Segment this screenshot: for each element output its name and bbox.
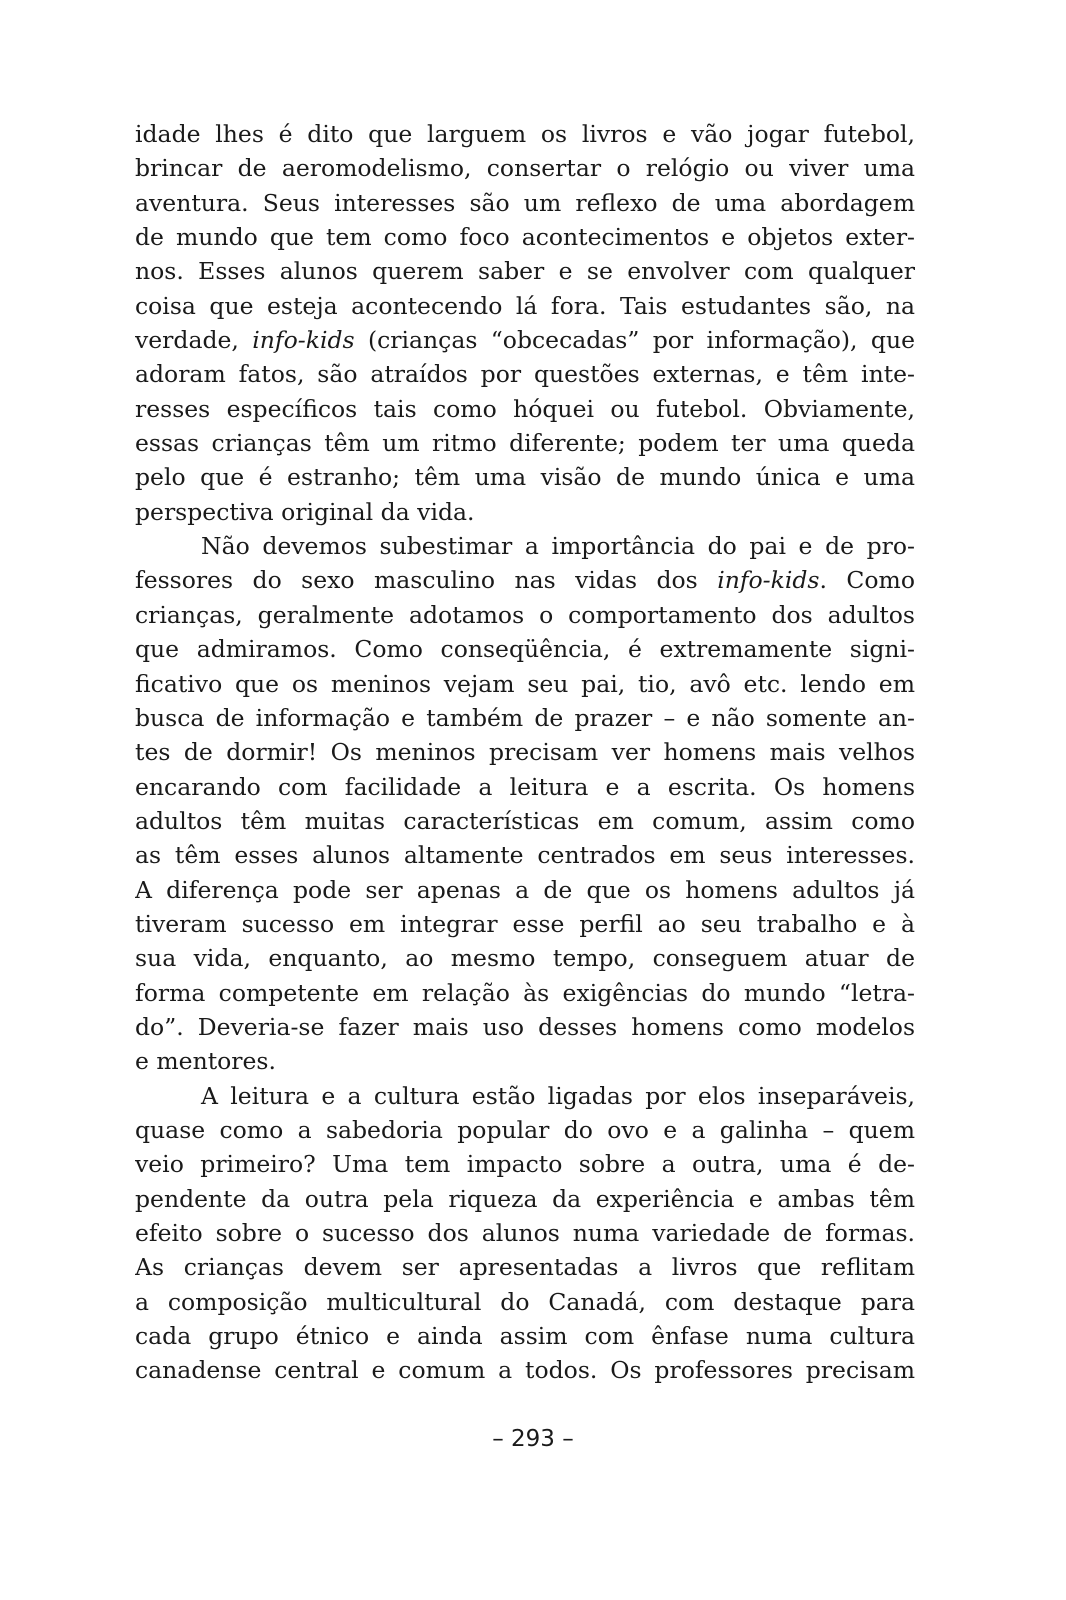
text-line	[135, 323, 915, 357]
text-line	[135, 1113, 915, 1147]
text-run: ficativo que os meninos vejam seu pai, tio, avô etc. lendo em	[135, 669, 915, 698]
text-line	[135, 1147, 915, 1181]
italic-term: info-kids	[717, 566, 820, 595]
text-run: pendente da outra pela riqueza da experiência e ambas têm	[135, 1184, 915, 1213]
text-run: tes de dormir! Os meninos precisam ver homens mais velhos	[135, 738, 915, 767]
text-run: busca de informação e também de prazer – e não somente an-	[135, 703, 915, 732]
text-line	[135, 701, 915, 735]
text-line	[135, 1182, 915, 1216]
text-run: . Como	[819, 566, 915, 595]
text-run: perspectiva original da vida.	[135, 497, 475, 526]
text-run: tiveram sucesso em integrar esse perfil ao seu trabalho e à	[135, 909, 915, 938]
text-run: (crianças “obcecadas” por informação), que	[354, 326, 915, 355]
paragraph	[135, 117, 915, 529]
text-run: as têm esses alunos altamente centrados em seus interesses.	[135, 841, 915, 870]
text-line	[135, 1319, 915, 1353]
text-run: e mentores.	[135, 1047, 276, 1076]
text-line	[135, 495, 915, 529]
text-line	[135, 357, 915, 391]
text-run: quase como a sabedoria popular do ovo e a galinha – quem	[135, 1115, 915, 1144]
text-run: pelo que é estranho; têm uma visão de mundo única e uma	[135, 463, 915, 492]
text-run: que admiramos. Como conseqüência, é extremamente signi-	[135, 635, 915, 664]
text-run: coisa que esteja acontecendo lá fora. Tais estudantes são, na	[135, 291, 915, 320]
text-run: As crianças devem ser apresentadas a livros que reflitam	[135, 1253, 915, 1282]
page-body	[135, 117, 915, 1388]
text-line	[135, 873, 915, 907]
text-line	[135, 838, 915, 872]
text-line	[135, 460, 915, 494]
text-run: crianças, geralmente adotamos o comportamento dos adultos	[135, 600, 915, 629]
text-line	[135, 1250, 915, 1284]
text-run: forma competente em relação às exigências do mundo “letra-	[135, 978, 915, 1007]
text-line	[135, 1044, 915, 1078]
text-line	[135, 770, 915, 804]
text-run: A leitura e a cultura estão ligadas por elos inseparáveis,	[201, 1081, 915, 1110]
text-run: verdade,	[135, 326, 253, 355]
text-line	[135, 804, 915, 838]
text-run: resses específicos tais como hóquei ou futebol. Obviamente,	[135, 394, 915, 423]
text-line	[135, 976, 915, 1010]
text-run: aventura. Seus interesses são um reflexo de uma abordagem	[135, 188, 915, 217]
text-run: de mundo que tem como foco acontecimentos e objetos exter-	[135, 223, 915, 252]
paragraph	[135, 1079, 915, 1388]
text-line	[135, 1216, 915, 1250]
text-line	[135, 426, 915, 460]
text-line	[135, 735, 915, 769]
text-run: A diferença pode ser apenas a de que os homens adultos já	[135, 875, 915, 904]
text-line	[135, 289, 915, 323]
text-run: nos. Esses alunos querem saber e se envolver com qualquer	[135, 257, 915, 286]
text-run: essas crianças têm um ritmo diferente; podem ter uma queda	[135, 429, 915, 458]
text-run: a composição multicultural do Canadá, com destaque para	[135, 1287, 915, 1316]
text-line	[135, 529, 915, 563]
text-run: fessores do sexo masculino nas vidas dos	[135, 566, 718, 595]
text-run: efeito sobre o sucesso dos alunos numa variedade de formas.	[135, 1219, 915, 1247]
text-run: cada grupo étnico e ainda assim com ênfase numa cultura	[135, 1322, 915, 1351]
text-line	[135, 1010, 915, 1044]
text-line	[135, 117, 915, 151]
text-run: brincar de aeromodelismo, consertar o relógio ou viver uma	[135, 154, 915, 183]
text-line	[135, 254, 915, 288]
text-line	[135, 1353, 915, 1387]
text-line	[135, 563, 915, 597]
text-line	[135, 598, 915, 632]
text-line	[135, 667, 915, 701]
paragraph	[135, 529, 915, 1079]
italic-term: info-kids	[252, 326, 355, 355]
text-line	[135, 392, 915, 426]
text-line	[135, 220, 915, 254]
text-run: adoram fatos, são atraídos por questões externas, e têm inte-	[135, 360, 915, 389]
text-run: adultos têm muitas características em comum, assim como	[135, 806, 915, 835]
text-line	[135, 941, 915, 975]
text-line	[135, 186, 915, 220]
text-run: idade lhes é dito que larguem os livros e vão jogar futebol,	[135, 120, 915, 148]
text-run: encarando com facilidade a leitura e a escrita. Os homens	[135, 772, 915, 801]
text-run: canadense central e comum a todos. Os professores precisam	[135, 1356, 915, 1385]
text-line	[135, 1079, 915, 1113]
page-number: – 293 –	[492, 1426, 574, 1452]
text-line	[135, 1285, 915, 1319]
text-run: veio primeiro? Uma tem impacto sobre a outra, uma é de-	[135, 1150, 915, 1179]
text-run: do”. Deveria-se fazer mais uso desses homens como modelos	[135, 1012, 915, 1041]
text-line	[135, 907, 915, 941]
text-run: Não devemos subestimar a importância do pai e de pro-	[201, 532, 915, 561]
text-run: sua vida, enquanto, ao mesmo tempo, conseguem atuar de	[135, 944, 915, 973]
text-line	[135, 151, 915, 185]
text-line	[135, 632, 915, 666]
